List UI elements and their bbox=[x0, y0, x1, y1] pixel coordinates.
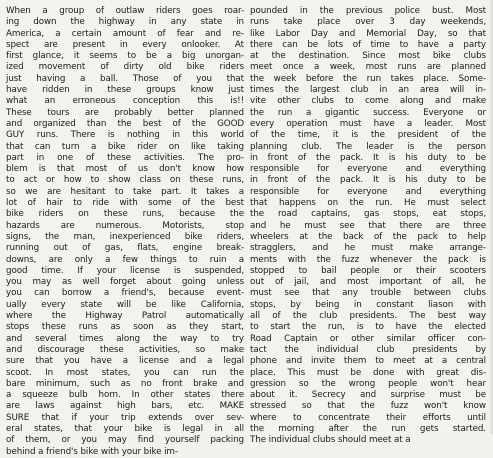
text-line: bike riders on these runs, because the bbox=[6, 209, 244, 220]
text-line: to start the run, is to have the elected bbox=[250, 322, 486, 333]
text-line: planning club. The leader is the person bbox=[250, 141, 486, 152]
text-line: behind a friend's bike with your bike im- bbox=[6, 446, 178, 457]
text-line: first glance, it seems to be a big unorgan- bbox=[6, 51, 244, 62]
text-line: America, a certain amount of fear and re- bbox=[6, 28, 244, 39]
text-line: about it. Secrecy and surprise must be bbox=[250, 390, 486, 401]
text-line: meet once a week, most runs are planned bbox=[250, 62, 486, 73]
text-line: phone and invite them to meet at a central bbox=[250, 356, 486, 367]
text-line: of the time, it is the president of the bbox=[250, 130, 486, 141]
text-line: the road captains, gas stops, eat stops, bbox=[250, 209, 486, 220]
text-line: stopped to bail people or their scooters bbox=[250, 265, 486, 276]
text-line: in front of the pack. It is his duty to be bbox=[250, 152, 486, 163]
text-line: are laws against high bars, etc. MAKE bbox=[6, 401, 244, 412]
text-line: out of jail, and most important of all, he bbox=[250, 277, 486, 288]
text-line: pounded in the previous police bust. Most bbox=[250, 6, 486, 16]
text-line: of them, or you may find yourself packing bbox=[6, 435, 244, 446]
text-line: like Labor Day and Memorial Day, so that bbox=[250, 28, 486, 39]
text-line: times the largest club in an area will in- bbox=[250, 85, 486, 96]
text-line: all of the club presidents. The best way bbox=[250, 311, 486, 322]
text-line: a squeeze bulb horn. In other states there bbox=[6, 390, 244, 401]
text-line: and organized than the best of the GOOD bbox=[6, 118, 244, 129]
text-line: where the Highway Patrol automatically bbox=[6, 311, 244, 322]
text-line: part in one of these activities. The pro- bbox=[6, 152, 244, 163]
text-line: The individual clubs should meet at a bbox=[250, 435, 411, 446]
text-line: tact the individual club presidents by bbox=[250, 344, 486, 355]
text-line: SURE that if your trip extends over sev- bbox=[6, 412, 244, 423]
text-line: the run a gigantic success. Everyone or bbox=[250, 107, 486, 118]
text-line: ually every state will be like California, bbox=[6, 299, 244, 310]
text-line: have ridden in these groups know just bbox=[6, 85, 244, 96]
text-line: stragglers, and he must make arrange- bbox=[250, 243, 486, 254]
text-line: lot of hair to ride with some of the best bbox=[6, 198, 244, 209]
article-column-right bbox=[250, 6, 486, 447]
text-line: place. This must be done with great dis- bbox=[250, 367, 486, 378]
text-line: hazards are numerous. Motorists, stop bbox=[6, 220, 244, 231]
text-line: stops, by being in constant liason with bbox=[250, 299, 486, 310]
text-line: every operation must have a leader. Most bbox=[250, 118, 486, 129]
text-line: eral states, that your bike is legal in all bbox=[6, 423, 244, 434]
text-line: and several times along the way to try bbox=[6, 333, 244, 344]
text-line: at the destination. Since most bike clubs bbox=[250, 51, 486, 62]
text-line: just having a ball. Those of you that bbox=[6, 73, 244, 84]
text-line: ing down the highway in any state in bbox=[6, 17, 244, 28]
text-line: and discourage these activities, so make bbox=[6, 344, 244, 355]
text-line: running out of gas, flats, engine break- bbox=[6, 243, 244, 254]
text-line: responsible for everyone and everything bbox=[250, 186, 486, 197]
text-line: and he must see that there are three bbox=[250, 220, 486, 231]
text-line: GUY runs. There is nothing in this world bbox=[6, 130, 244, 141]
text-line: what an erroneous conception this is!! bbox=[6, 96, 244, 107]
text-line: bare minimum, such as no front brake and bbox=[6, 378, 244, 389]
text-line: blem is that most of us don't know how bbox=[6, 164, 244, 175]
text-line: scoot. In most states, you can run the bbox=[6, 367, 244, 378]
text-line: there can be lots of time to have a party bbox=[250, 39, 486, 50]
text-line: stressed so that the fuzz won't know bbox=[250, 401, 486, 412]
text-line: good time. If your license is suspended, bbox=[6, 265, 244, 276]
text-line: that happens on the run. He must select bbox=[250, 198, 486, 209]
text-line: spect are present in every onlooker. At bbox=[6, 39, 244, 50]
text-line: These tours are probably better planned bbox=[6, 107, 244, 118]
text-line: Road Captain or other similar officer con- bbox=[250, 333, 486, 344]
text-line: the week before the run takes place. Some- bbox=[250, 73, 486, 84]
text-line: that can turn a bike rider on like taking bbox=[6, 141, 244, 152]
text-line: to act or how to show class on these runs, bbox=[6, 175, 244, 186]
text-line: stops these runs as soon as they start, bbox=[6, 322, 244, 333]
text-line: in front of the pack. It is his duty to be bbox=[250, 175, 486, 186]
text-line: runs take place over 3 day weekends, bbox=[250, 17, 486, 28]
article-column-left bbox=[6, 6, 244, 458]
text-line: so we are hesitant to take part. It takes a bbox=[6, 186, 244, 197]
text-line: must see that any trouble between clubs bbox=[250, 288, 486, 299]
text-line: you may as well forget about going unless bbox=[6, 277, 244, 288]
text-line: signs, the man, inexperienced bike riders, bbox=[6, 231, 244, 242]
text-line: ized movement of dirty old bike riders bbox=[6, 62, 244, 73]
text-line: When a group of outlaw riders goes roar- bbox=[6, 6, 244, 16]
page-edge-shadow bbox=[489, 0, 493, 434]
text-line: where to concentrate their efforts until bbox=[250, 412, 486, 423]
text-line: sure that you have a license and a legal bbox=[6, 356, 244, 367]
text-line: wheelers at the back of the pack to help bbox=[250, 231, 486, 242]
text-line: you can borrow a friend's, because event- bbox=[6, 288, 244, 299]
text-line: responsible for everyone and everything bbox=[250, 164, 486, 175]
text-line: vite other clubs to come along and make bbox=[250, 96, 486, 107]
text-line: gression so the wrong people won't hear bbox=[250, 378, 486, 389]
text-line: the morning after the run gets started. bbox=[250, 423, 486, 434]
text-line: downs, are only a few things to ruin a bbox=[6, 254, 244, 265]
text-line: ments with the fuzz whenever the pack is bbox=[250, 254, 486, 265]
